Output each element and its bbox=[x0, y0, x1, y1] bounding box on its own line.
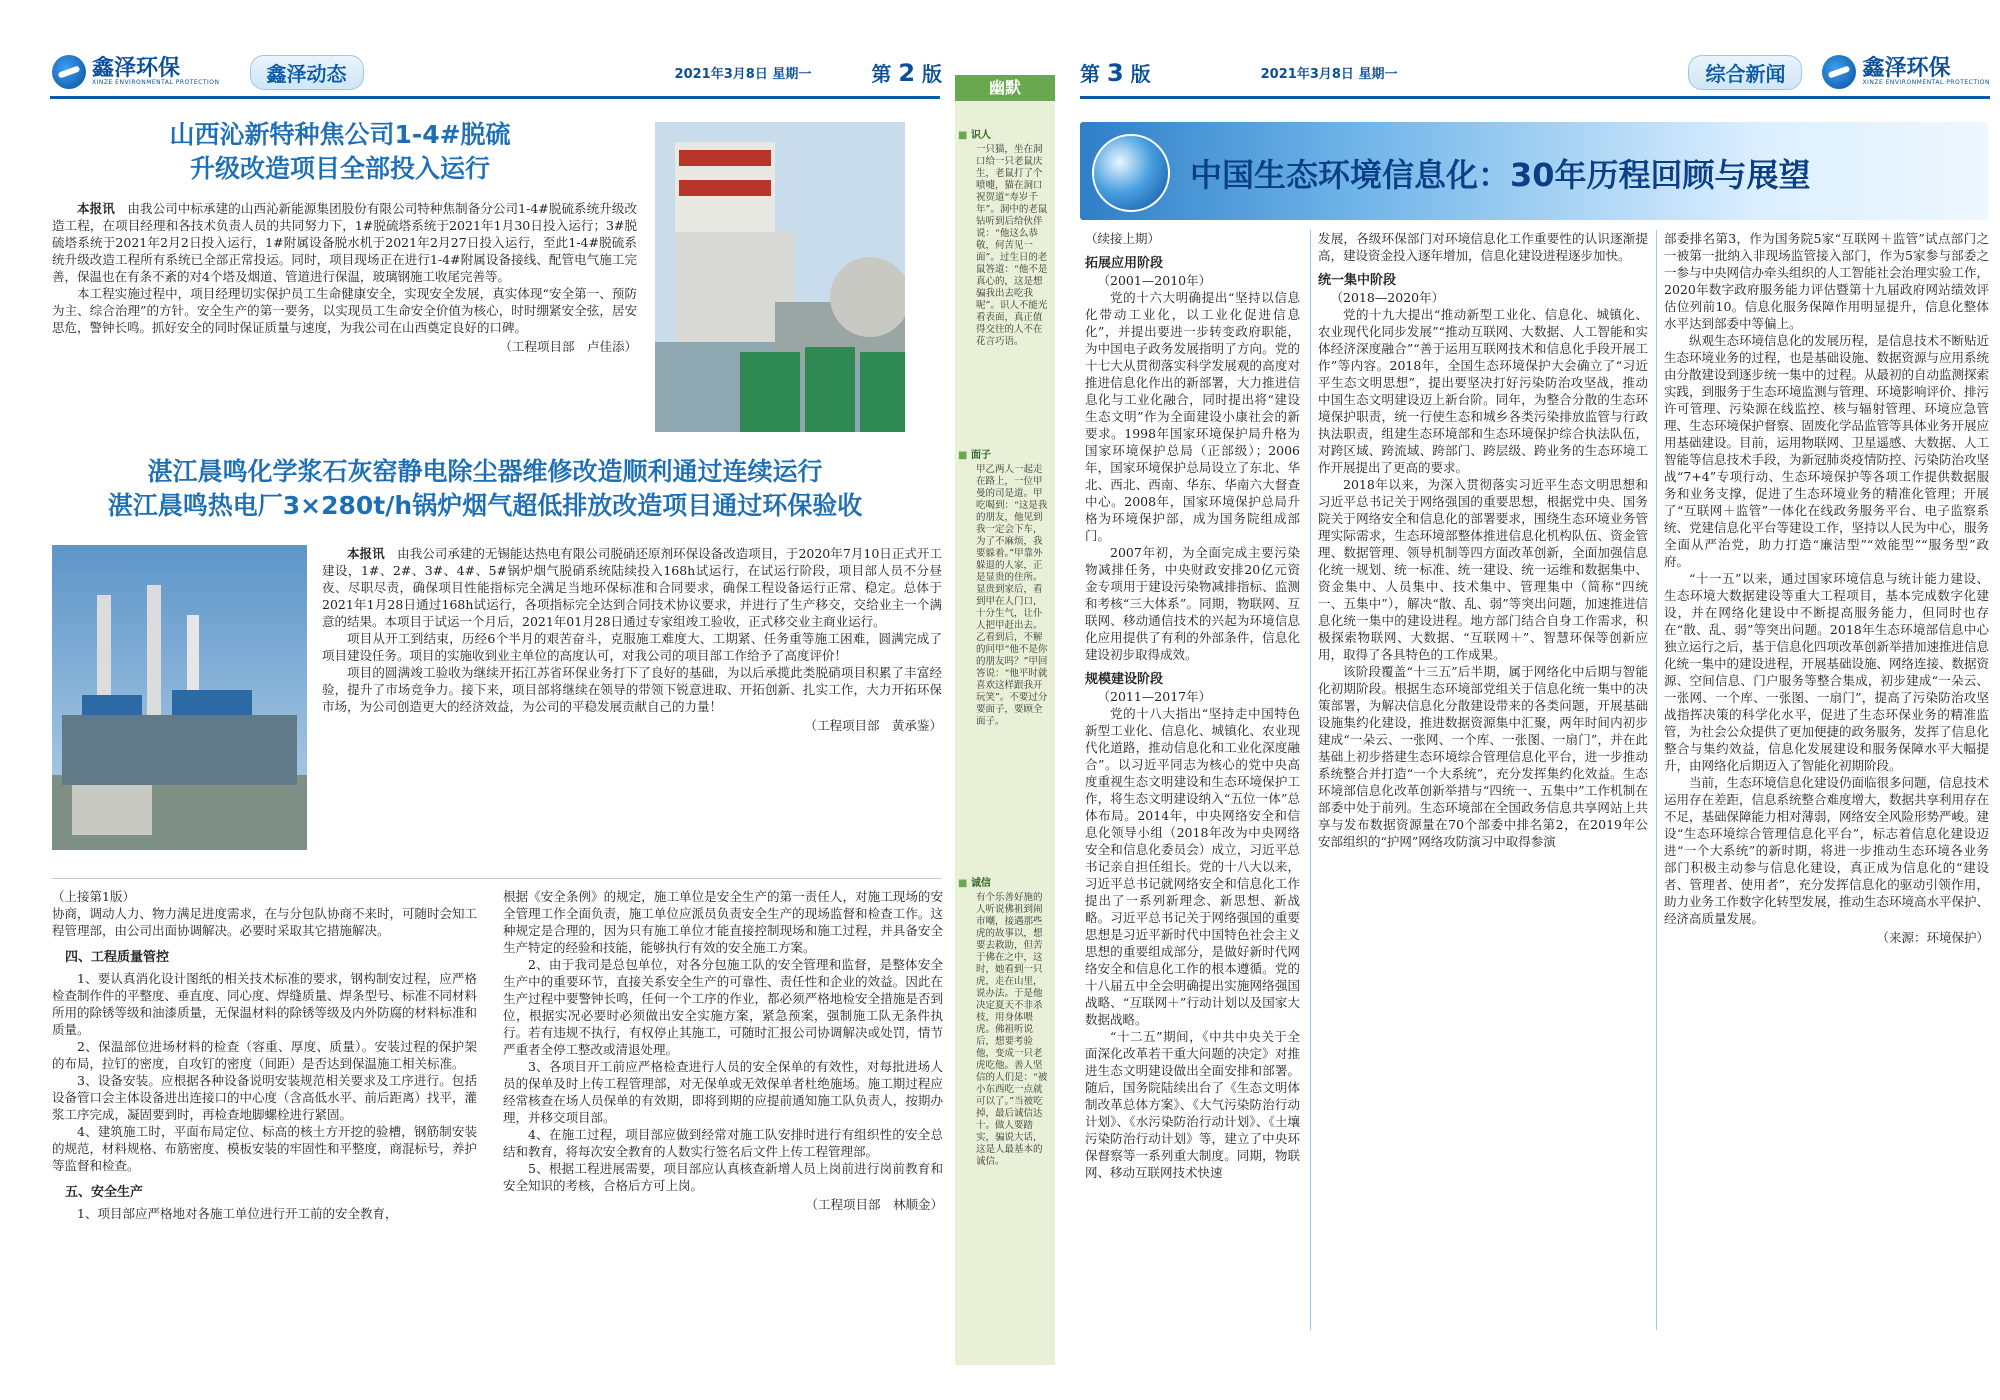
joke-item: ■ 识人 一只猫，坐在洞口给一只老鼠庆生，老鼠打了个喷嚏，猫在洞口祝贺道“寿岁千年”。洞中的老鼠钻听到后给伙伴说：“他这么恭敬，何苦见一面”。过生日的老鼠答道：“他不是真心的，这是想骗我出去吃我呢”。识人不能光看表面，真正值得交往的人不在花言巧语。 bbox=[958, 130, 1050, 348]
feature-col2: 发展，各级环保部门对环境信息化工作重要性的认识逐渐提高，建设资金投入逐年增加，信息化建设进程逐步加快。 统一集中阶段 （2018—2020年） 党的十九大提出“推动新型工业化、信息化、城镇化、农业现代化同步发展”“推动互联网、大数据、人工智能和实体经济深度融合”“善于运用互联网技术和信息化手段开展工作”等内容。2018年，全国生态环境保护大会确立了“习近平生态文明思想”，提出要坚决打好污染防治攻坚战，推动中国生态文明建设迈上新台阶。同年，为整合分散的生态环境保护职责，统一行使生态和城乡各类污染排放监管与行政执法职责，组建生态环境部和生态环境保护综合执法队伍，对跨区域、跨流域、跨部门、跨层级、跨业务的生态环境工作开展提出了更高的要求。 2018年以来，为深入贯彻落实习近平生态文明思想和习近平总书记关于网络强国的重要思想，根据党中央、国务院关于网络安全和信息化的部署要求，围绕生态环境业务管理实际需求，生态环境部整体推进信息化机构队伍、资金管理、数据管理、领导机制等四方面改革创新，全面加强信息化统一规划、统一标准、统一建设、统一运维和数据集中、资金集中、人员集中、技术集中、管理集中（简称“四统一、五集中”），解决“散、乱、弱”等突出问题，加速推进信息化统一集中的建设进程。地方部门结合自身工作需求，积极探索物联网、大数据、“互联网＋”、智慧环保等创新应用，取得了各具特色的工作成果。 该阶段覆盖“十三五”后半期，属于网络化中后期与智能化初期阶段。根据生态环境部党组关于信息化统一集中的决策部署，为解决信息化分散建设带来的各类问题，开展基础设施集约化建设，推进数据资源集中汇聚，两年时间内初步建成“一朵云、一张网、一个库、一张图、一扇门”，并在此基础上初步搭建生态环境综合管理信息化平台，进一步推动系统整合并打造“一个大系统”，充分发挥集约化效益。生态环境部信息化改革创新举措与“四统一、五集中”工作机制在部委中处于前列。生态环境部在全国政务信息共享网站上共享与发布数据资源量在70个部委中排名第2，在2019年公安部组织的“护网”网络攻防演习中取得参演 bbox=[1318, 231, 1648, 849]
header-rule bbox=[1080, 96, 1990, 99]
page-2 bbox=[0, 0, 952, 1400]
joke-item: ■ 诚信 有个乐善好施的人听说佛祖到闹市嘲，接遇那些虎的故事以，想要去救助，但苦于佛在之中，这时，她看到一只虎，走在山里，说办法。于是他决定夏天不非杀枝，用身体喂虎。佛祖听说后，想要考验他，变成一只老虎吃他。善人坚信的人们是：“被小东西吃一点就可以了。”当被吃掉，最后诚信达十。做人要踏实，骗说大话，这是人最基本的诚信。 bbox=[958, 878, 1050, 1168]
article3-col1: （上接第1版） 协商，调动人力、物力满足进度需求，在与分包队协商不来时，可随时会知工程管理部，由公司出面协调解决。必要时采取其它措施解决。 四、工程质量管控 1、要认真消化设计图纸的相关技术标准的要求，钢构制安过程，应严格检查制作件的平整度、垂直度、同心度、焊缝质量、焊条型号、标准不同材料所用的除锈等级和油漆质量，无保温材料的除锈等级及内外防腐的材料标准和质量。 2、保温部位进场材料的检查（容重、厚度、质量）。安装过程的保护架的布局，拉钉的密度，自攻钉的密度（间距）是否达到保温施工相关标准。 3、设备安装。应根据各种设备说明安装规范相关要求及工序进行。包括设备管口会主体设备进出连接口的中心度（含高低水平、前后距离）找平，灌浆工序完成，凝固要到时，再检查地脚螺栓进行紧固。 4、建筑施工时，平面布局定位、标高的核土方开挖的验槽，钢筋制安装的规范，材料规格、布筋密度、模板安装的牢固性和平整度，商混标号，养护等监督和检查。 五、安全生产 1、项目部应严格地对各施工单位进行开工前的安全教育， bbox=[52, 889, 478, 1221]
issue-date: 2021年3月8日 星期一 bbox=[1260, 66, 1398, 82]
globe-icon bbox=[1092, 134, 1170, 212]
joke-item: ■ 面子 甲乙两人一起走在路上，一位甲曼的司是道。甲吃喝到：“这是我的朋友，他见到我一定会下车，为了不麻烦，我要躲着。”甲靠外躲退的人家，正是显贵的住所。显贵到家后，看到甲在人门口，十分生气，让仆人把甲赶出去。乙看到后，不解的问甲“他不是你的朋友吗？”甲回答说：“他平时就喜欢这样跟我开玩笑”。不要过分要面子，要顾全面子。 bbox=[958, 450, 1050, 728]
logo-name: 鑫泽环保 bbox=[1862, 56, 1951, 81]
column-rule bbox=[1310, 230, 1311, 1330]
page-2-header bbox=[52, 48, 942, 96]
article2-body: 本报讯 由我公司承建的无锡能达热电有限公司脱硝还原剂环保设备改造项目，于2020年7月10日正式开工建设，1#、2#、3#、4#、5#锅炉烟气脱硝系统陆续投入168h试运行，在试运行阶段，项目部人员不分昼夜、尽职尽责，确保项目性能指标完全满足当地环保标准和合同要求，确保工程设备运行正常、稳定。总体于2021年1月28日通过168h试运行，各项指标完全达到合同技术协议要求，并进行了生产移交，交给业主一个满意的结果。本项目于试运一个月后，2021年01月28日通过专家组竣工验收，正式移交业主商业运行。 项目从开工到结束，历经6个半月的艰苦奋斗，克服施工难度大、工期紧、任务重等施工困难，圆满完成了项目建设任务。项目的实施收到业主单位的高度认可，对我公司的项目部工作给予了高度评价！ 项目的圆满竣工验收为继续开拓江苏省环保业务打下了良好的基础，为以后承揽此类脱硝项目积累了丰富经验，提升了市场竞争力。接下来，项目部将继续在领导的带领下锐意进取、开拓创新、扎实工作，大力开拓环保市场，为公司创造更大的经济效益，为公司的平稳发展贡献自己的力量！ （工程项目部 黄承鉴） bbox=[322, 546, 942, 733]
article1-photo bbox=[655, 122, 905, 432]
article1-title: 山西沁新特种焦公司1-4#脱硫 升级改造项目全部投入运行 bbox=[169, 120, 511, 183]
stage-period: （2018—2020年） bbox=[1330, 290, 1445, 305]
logo-icon bbox=[52, 55, 86, 89]
edition-number: 第 3 版 bbox=[1080, 58, 1151, 87]
article3-byline: （工程项目部 林顺金） bbox=[805, 1197, 943, 1212]
stage-period: （2011—2017年） bbox=[1097, 689, 1212, 704]
article2-title: 湛江晨鸣化学浆石灰窑静电除尘器维修改造顺利通过连续运行 湛江晨鸣热电厂3×280t/h锅炉烟气超低排放改造项目通过环保验收 bbox=[107, 457, 863, 520]
stage-heading: 统一集中阶段 bbox=[1318, 273, 1397, 288]
edition-number: 第 2 版 bbox=[871, 58, 942, 87]
header-rule bbox=[50, 96, 940, 99]
logo-name: 鑫泽环保 bbox=[92, 56, 181, 81]
logo-english: XINZE ENVIRONMENTAL PROTECTION bbox=[92, 79, 220, 86]
section-label: 鑫泽动态 bbox=[250, 55, 364, 90]
feature-banner bbox=[1080, 122, 1988, 220]
section-heading: 五、安全生产 bbox=[65, 1185, 144, 1200]
feature-title: 中国生态环境信息化：30年历程回顾与展望 bbox=[1190, 156, 1811, 194]
article2-photo bbox=[52, 545, 307, 850]
feature-col1: （续接上期） 拓展应用阶段 （2001—2010年） 党的十六大明确提出“坚持以信息化带动工业化，以工业化促进信息化”，并提出要进一步转变政府职能，为中国电子政务发展指明了方向。党的十七大从贯彻落实科学发展观的高度对推进信息化作出的新部署，大力推进信息化与工业化融合，同时提出将“建设生态文明”作为全面建设小康社会的新要求。1998年国家环境保护局升格为国家环境保护总局（正部级）；2006年，国家环境保护总局设立了东北、华北、西北、西南、华东、华南六大督查中心。2008年，国家环境保护总局升格为环境保护部，成为国务院组成部门。 2007年初，为全面完成主要污染物减排任务，中央财政安排20亿元资金专项用于建设污染物减排指标、监测和考核“三大体系”。同期，物联网、互联网、移动通信技术的兴起为环境信息化应用提供了有利的外部条件，信息化建设初步取得成效。 规模建设阶段 （2011—2017年） 党的十八大指出“坚持走中国特色新型工业化、信息化、城镇化、农业现代化道路，推动信息化和工业化深度融合”。以习近平同志为核心的党中央高度重视生态文明建设和生态环境保护工作，将生态文明建设纳入“五位一体”总体布局。2014年，中央网络安全和信息化领导小组（2018年改为中央网络安全和信息化委员会）成立，习近平总书记亲自担任组长。党的十八大以来，习近平总书记就网络安全和信息化工作提出了一系列新理念、新思想、新战略。习近平总书记关于网络强国的重要思想是习近平新时代中国特色社会主义思想的重要组成部分，是做好新时代网络安全和信息化工作的根本遵循。党的十八届五中全会明确提出实施网络强国战略、“互联网＋”行动计划以及国家大数据战略。 “十二五”期间，《中共中央关于全面深化改革若干重大问题的决定》对推进生态文明建设做出全面安排和部署。随后，国务院陆续出台了《生态文明体制改革总体方案》、《大气污染防治行动计划》、《水污染防治行动计划》、《土壤污染防治行动计划》等，建立了中央环保督察等一系列重大制度。同期，物联网、移动互联网技术快速 bbox=[1085, 231, 1300, 1180]
page-3-header bbox=[1080, 48, 1990, 96]
section-heading: 四、工程质量管控 bbox=[65, 950, 170, 965]
divider bbox=[52, 878, 942, 879]
article1-body: 本报讯 由我公司中标承建的山西沁新能源集团股份有限公司特种焦制备分公司1-4#脱硫系统升级改造工程，在项目经理和各技术负责人员的共同努力下，1#脱硫塔系统于2021年1月30日投入运行；3#脱硫塔系统于2021年2月2日投入运行，1#附属设备脱水机于2021年2月27日投入运行，至此1-4#脱硫系统升级改造工程所有系统已全部正常投运。同时，项目现场正在进行1-4#附属设备接线、配管电气施工完善，保温也在有条不紊的对4个塔及烟道、管道进行保温，玻璃钢施工收尾完善等。 本工程实施过程中，项目经理切实保护员工生命健康安全，实现安全发展，真实体现“安全第一、预防为主、综合治理”的方针。安全生产的第一要务，以实现员工生命安全价值为核心，时时绷紧安全弦，居安思危，警钟长鸣。抓好安全的同时保证质量与速度，为我公司在山西奠定良好的口碑。 （工程项目部 卢佳添） bbox=[52, 201, 637, 354]
issue-date: 2021年3月8日 星期一 bbox=[674, 66, 812, 82]
company-logo bbox=[52, 55, 220, 89]
logo-english: XINZE ENVIRONMENTAL PROTECTION bbox=[1862, 79, 1990, 86]
logo-icon bbox=[1822, 55, 1856, 89]
feature-col3: 部委排名第3，作为国务院5家“互联网＋监管”试点部门之一被第一批纳入非现场监管接入部门，作为5家参与部委之一参与中央网信办牵头组织的人工智能社会治理实验工作，2020年数字政府服务能力评估暨第十九届政府网站绩效评估位列前10。信息化服务保障作用明显提升，信息化整体水平达到部委中等偏上。 纵观生态环境信息化的发展历程，是信息技术不断贴近生态环境业务的过程，也是基础设施、数据资源与应用系统由分散建设到逐步统一集中的过程。从最初的自动监测探索实践，到服务于生态环境监测与管理、环境影响评价、排污许可管理、污染源在线监控、核与辐射管理、环境应急管理、生态环境保护督察、固废化学品监管等具体业务开展应用基础建设。目前，运用物联网、卫星遥感、大数据、人工智能等信息技术手段，为新冠肺炎疫情防控、污染防治攻坚战“7+4”专项行动、生态环境保护等各项工作提供数据服务和业务支撑，促进了生态环境业务的精准化管理；开展了“互联网＋监管”一体化在线政务服务平台、电子监察系统、党建信息化平台等建设工作，坚持以人民为中心，服务全面从严治党，助力打造“廉洁型”“效能型”“服务型”政府。 “十一五”以来，通过国家环境信息与统计能力建设、生态环境大数据建设等重大工程项目，基本完成数字化建设，并在网络化建设中不断提高服务能力，但同时也存在“散、乱、弱”等突出问题。2018年生态环境部信息中心独立运行之后，基于信息化四项改革创新举措加速推进信息化统一集中的建设进程，开展基础设施、网络连接、数据资源、空间信息、门户服务等整合集成，初步建成“一朵云、一张网、一个库、一张图、一扇门”，提高了污染防治攻坚战指挥决策的科学化水平，促进了生态环保业务的精准监管，为社会公众提供了更加便捷的政务服务，发挥了信息化整合与集约效益，信息化发展建设和服务保障水平大幅提升，由网络化后期迈入了智能化初期阶段。 当前，生态环境信息化建设仍面临很多问题，信息技术运用存在差距，信息系统整合难度增大，数据共享利用存在不足，基础保障能力相对薄弱，网络安全风险形势严峻。建设“生态环境综合管理信息化平台”，标志着信息化建设迈进“一个大系统”的新时期，将进一步推动生态环境各业务部门积极主动参与信息化建设，真正成为信息化的“建设者、管理者、使用者”，充分发挥信息化的驱动引领作用，助力业务工作数字化转型发展，推动生态环境高水平保护、经济高质量发展。 （来源：环境保护） bbox=[1664, 231, 1990, 945]
stage-heading: 拓展应用阶段 bbox=[1085, 256, 1164, 271]
section-label: 综合新闻 bbox=[1688, 55, 1802, 90]
continuation-note: （上接第1版） bbox=[52, 889, 135, 904]
company-logo bbox=[1822, 55, 1990, 89]
stage-heading: 规模建设阶段 bbox=[1085, 672, 1164, 687]
humor-header: 幽默 bbox=[955, 75, 1055, 101]
article2-byline: （工程项目部 黄承鉴） bbox=[804, 718, 942, 733]
stage-period: （2001—2010年） bbox=[1097, 273, 1212, 288]
continuation-note: （续接上期） bbox=[1085, 231, 1161, 246]
article1-byline: （工程项目部 卢佳添） bbox=[499, 339, 637, 354]
article3-col2: 根据《安全条例》的规定，施工单位是安全生产的第一责任人，对施工现场的安全管理工作全面负责，施工单位应派员负责安全生产的现场监督和检查工作。这种规定是合理的，因为只有施工单位才能直接控制现场和施工过程，并具备安全生产特定的经验和技能，能够执行有效的安全施工方案。 2、由于我司是总包单位，对各分包施工队的安全管理和监督，是整体安全生产中的重要环节，直接关系安全生产的可靠性、责任性和企业的效益。因此在生产过程中要警钟长鸣，任何一个工序的作业，都必须严格地检安全措施是否到位，根据实况必要时必须做出安全实施方案，紧急预案，强制施工队无条件执行。若有违规不执行，有权停止其施工，可随时汇报公司协调解决或处罚，情节严重者全停工整改或清退处理。 3、各项目开工前应严格检查进行人员的安全保单的有效性，对每批进场人员的保单及时上传工程管理部，对无保单或无效保单者杜绝施场。施工期过程应经常核查在场人员保单的有效期，即将到期的应提前通知施工队负责人，按期办理，并移交项目部。 4、在施工过程，项目部应做到经常对施工队安排时进行有组织性的安全总结和教育，将每次安全教育的人数实行签名后文件上传工程管理部。 5、根据工程进展需要，项目部应认真核查新增人员上岗前进行岗前教育和安全知识的考核，合格后方可上岗。 （工程项目部 林顺金） bbox=[503, 889, 943, 1212]
feature-source: （来源：环境保护） bbox=[1876, 930, 1989, 945]
column-rule bbox=[1656, 230, 1657, 1330]
